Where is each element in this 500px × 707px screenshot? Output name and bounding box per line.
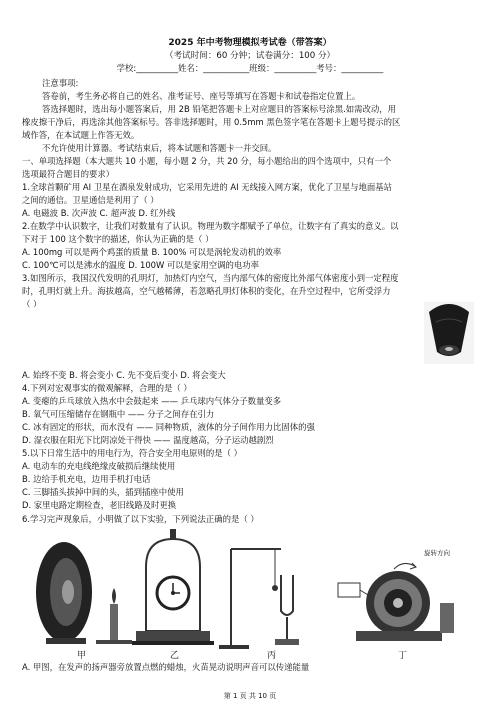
note-line: 不允许使用计算器。考试结束后，将本试题和答题卡一并交回。 — [42, 143, 277, 153]
section-heading: 一、单项选择题（本大题共 10 小题，每小题 2 分，共 20 分，每小题给出的四个选项中，只有一个 — [22, 156, 392, 166]
note-line: 橡皮擦干净后，再选涂其他答案标号。答非选择题时，用 0.5mm 黑色签字笔在答题卡上题号提示的区 — [22, 117, 401, 127]
question-4-stem: 4.下列对宏观事实的微观解释，合理的是（ ） — [22, 383, 192, 393]
page-footer: 第 1 页 共 10 页 — [223, 692, 277, 700]
question-3-stem: 3.如图所示，我国汉代发明的孔明灯，加热灯内空气，当内部气体的密度比外部气体密度小到一定程度 — [22, 273, 399, 283]
figure-label-yi: 乙 — [170, 651, 180, 661]
figure-jia-speaker-candle — [26, 530, 136, 650]
figure-label-bing: 丙 — [267, 651, 277, 661]
note-line: 答卷前，考生务必将自己的姓名、准考证号、座号等填写在答题卡和试卷指定位置上。 — [42, 91, 361, 101]
question-4-option: A. 变瘪的乒乓球放入热水中会鼓起来 —— 乒乓球内气体分子数量变多 — [22, 396, 282, 406]
question-4-option: D. 湿衣服在阳光下比阴凉处干得快 —— 温度越高，分子运动越剧烈 — [22, 435, 274, 445]
figure-label-ding: 丁 — [398, 651, 408, 661]
question-5-option: D. 家里电路定期检查，老旧线路及时更换 — [22, 500, 177, 510]
section-heading: 选项最符合题目的要求） — [22, 169, 115, 179]
question-2-stem: 下对于 100 这个数字的描述，你认为正确的是（ ） — [22, 234, 214, 244]
question-2-options: A. 100mg 可以是两个鸡蛋的质量 B. 100% 可以是涡轮发动机的效率 — [22, 247, 282, 257]
question-4-option: C. 冰有固定的形状，而水没有 —— 同种物质，液体的分子间作用力比固体的强 — [22, 422, 315, 432]
question-1-stem: 之间的通信。卫星通信是利用了（ ） — [22, 195, 159, 205]
notes-heading: 注意事项: — [42, 78, 79, 88]
figure-label-jia: 甲 — [77, 651, 87, 661]
question-2-options: C. 100℃可以是沸水的温度 D. 100W 可以是家用空调的电功率 — [22, 260, 260, 270]
question-5-option: C. 三脚插头拔掉中间的头，插到插座中使用 — [22, 487, 184, 497]
figure-bing-tuning-fork — [215, 545, 315, 651]
question-2-stem: 2.在数学中认识数字，让我们对数量有了认识。物理为数字都赋予了单位，让数字有了真实的意义。以 — [22, 221, 399, 231]
note-line: 域作答，在本试题上作答无效。 — [22, 130, 140, 140]
page-title: 2025 年中考物理模拟考试卷（带答案） — [168, 38, 332, 48]
question-5-option: B. 边给手机充电，边用手机打电话 — [22, 474, 151, 484]
question-6-option: A. 甲图，在发声的扬声器旁放置点燃的蜡烛，火苗晃动说明声音可以传递能量 — [22, 662, 310, 672]
kongming-lantern-figure — [424, 302, 474, 364]
rotation-direction-label: 旋转方向 — [424, 549, 450, 557]
question-3-options: A. 始终不变 B. 将会变小 C. 先不变后变小 D. 将会变大 — [22, 370, 226, 380]
question-6-stem: 6.学习完声现象后，小明做了以下实验，下列说法正确的是（ ） — [22, 514, 259, 524]
figure-yi-bell-jar-clock — [132, 527, 214, 649]
exam-subtitle: （考试时间：60 分钟；试卷满分：100 分） — [164, 51, 336, 61]
question-1-options: A. 电磁波 B. 次声波 C. 超声波 D. 红外线 — [22, 208, 176, 218]
question-5-option: A. 电动车的充电线绝缘皮破损后继续使用 — [22, 461, 176, 471]
question-3-stem: 时，孔明灯就上升。海拔越高，空气越稀薄，若忽略孔明灯体积的变化，在升空过程中，它所受浮力 — [22, 286, 391, 296]
question-1-stem: 1.全球首颗矿用 AI 卫星在酒泉发射成功，它采用先进的 AI 无线接入网方案，优化了卫星与地面基站 — [22, 182, 393, 192]
question-3-stem: （ ） — [22, 299, 42, 309]
note-line: 答选择题时，选出每小题答案后，用 2B 铅笔把答题卡上对应题目的答案标号涂黑.如需改动，用 — [42, 104, 397, 114]
question-5-stem: 5.以下日常生活中的用电行为，符合安全用电原则的是（ ） — [22, 448, 243, 458]
figure-ding-rotating-gear — [336, 543, 460, 649]
question-4-option: B. 氧气可压缩储存在钢瓶中 —— 分子之间存在引力 — [22, 409, 215, 419]
student-info-line: 学校:__________姓名：___________班级：__________考号：__________ — [116, 63, 384, 73]
